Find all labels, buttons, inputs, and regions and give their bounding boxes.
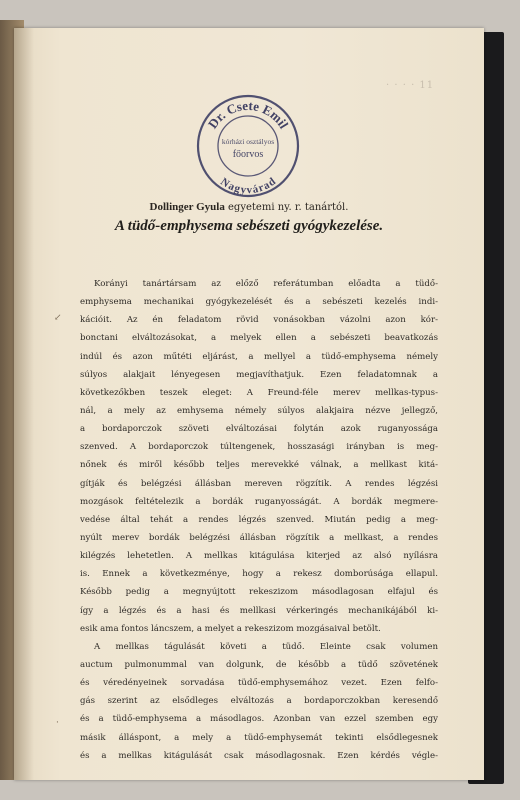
stamp-bottom-text: Nagyvárad <box>218 175 278 197</box>
text-line: emphysema mechanikai gyógykezelését és a sebészeti kezelés indi- <box>80 297 438 308</box>
text-line: indúl és azon műtéti eljárást, a mellyel a tüdő-emphysema némely <box>80 351 438 362</box>
article-title: A tüdő-emphysema sebészeti gyógykezelése. <box>114 218 384 234</box>
text-line: következőkben teszek eleget: A Freund-féle merev mellkas-typus- <box>80 387 438 398</box>
text-line: a bordaporczok szöveti elváltozásai folytán azok ruganyossága <box>80 424 438 435</box>
text-line: kilégzés lehetetlen. A mellkas kitágulása kiterjed az alsó nyílásra <box>80 551 438 562</box>
text-line: és a tüdő-emphysema a másodlagos. Azonban van ezzel szemben egy <box>80 714 438 725</box>
author-name: Dollinger Gyula <box>149 201 225 213</box>
text-line: gítják és belégzési állásban mereven rögzítik. A rendes légzési <box>80 478 438 489</box>
text-line: esik ama fontos láncszem, a melyet a rekeszizom mozgásaival betölt. <box>80 623 381 634</box>
text-line: nál, a mely az emhysema némely súlyos alakjaira nézve jellegző, <box>80 405 438 416</box>
text-line: mozgások feltételezik a bordák ruganyosságát. A bordák megmere- <box>80 496 438 507</box>
faded-page-mark: · · · · 11 <box>386 80 435 91</box>
text-line: másik álláspont, a mely a tüdő-emphysemát tekinti elsődlegesnek <box>80 732 438 743</box>
text-line: és a mellkas kitágulását csak másodlagosnak. Ezen kérdés végle- <box>80 750 438 761</box>
text-line: bonctani elváltozásokat, a melyek ellen a sebészeti beavatkozás <box>80 333 438 344</box>
text-line: és véredényeinek sorvadása tüdő-emphysemához vezet. Ezen felfo- <box>80 678 438 689</box>
page-gutter <box>14 28 34 780</box>
margin-pencil-marks: ↙ · <box>54 313 62 728</box>
text-line: auctum pulmonummal van dolgunk, de később a tüdő szövetének <box>80 659 438 670</box>
text-line: gás szerint az elsődleges elváltozás a bordaporczokban keresendő <box>80 696 438 707</box>
article-body <box>80 275 438 765</box>
author-affiliation: egyetemi ny. r. tanártól. <box>228 202 349 213</box>
book-page <box>14 28 484 780</box>
text-line: Korányi tanártársam az előző referátumban előadta a tüdő- <box>94 279 438 289</box>
text-line: szenved. A bordaporczok túltengenek, hosszasági irányban is meg- <box>80 442 438 453</box>
stamp-line-2: főorvos <box>232 149 264 160</box>
stamp-line-1: kórházi osztályos <box>221 137 275 146</box>
library-stamp <box>194 92 302 200</box>
author-line <box>14 201 484 213</box>
text-line: Később pedig a megnyújtott rekeszizom másodlagosan elfajul és <box>80 587 438 598</box>
text-line: nőnek és miről később teljes merevekké válnak, a mellkast kitá- <box>80 460 438 471</box>
text-line: kációit. Az én feladatom rövid vonásokban vázolni azon kór- <box>80 315 438 326</box>
svg-text:Nagyvárad <box>218 176 278 197</box>
text-line: nyúlt merev bordák belégzési állásban rögzítik a mellkast, a rendes <box>80 532 438 543</box>
stamp-top-text: Dr. Csete Emil <box>204 97 292 132</box>
text-line: A mellkas tágulását követi a tüdő. Eleinte csak volumen <box>94 641 438 652</box>
text-line: így a légzés és a hasi és mellkasi vérkeringés mechanikájából ki- <box>80 605 438 616</box>
text-line: is. Ennek a következménye, hogy a rekesz domborúsága ellapul. <box>80 569 438 580</box>
svg-text:Dr. Csete Emil <box>205 98 292 132</box>
text-line: vedése által tehát a rendes légzés szenved. Miután pedig a meg- <box>80 514 438 525</box>
text-line: súlyos alakjait lényegesen megjavíthatjuk. Ezen feladatomnak a <box>80 369 438 380</box>
